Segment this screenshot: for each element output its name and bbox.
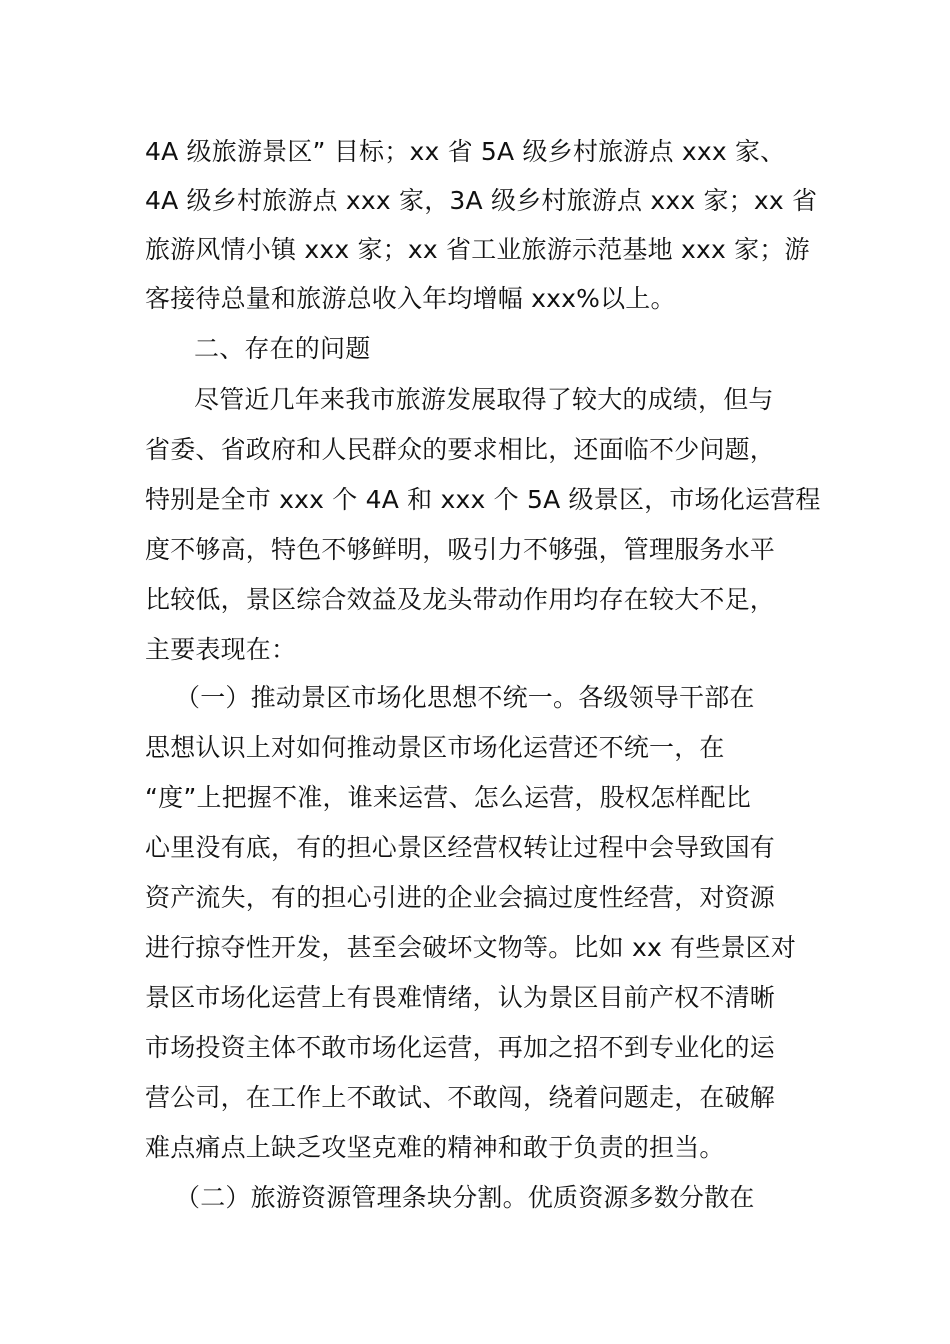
subsection-heading: （一）推动景区市场化思想不统一。各级领导干部在 [175,683,755,712]
text-line: “度”上把握不准，谁来运营、怎么运营，股权怎样配比 [145,783,751,812]
text-line: 市场投资主体不敢市场化运营，再加之招不到专业化的运 [145,1033,776,1062]
text-line: 4A 级旅游景区” 目标；xx 省 5A 级乡村旅游点 xxx 家、 [145,137,786,166]
text-line: 旅游风情小镇 xxx 家；xx 省工业旅游示范基地 xxx 家；游 [145,235,810,264]
text-line: 客接待总量和旅游总收入年均增幅 xxx%以上。 [145,284,676,313]
section-heading: 二、存在的问题 [194,334,371,363]
text-line: 难点痛点上缺乏攻坚克难的精神和敢于负责的担当。 [145,1133,725,1162]
text-line: 省委、省政府和人民群众的要求相比，还面临不少问题， [145,435,776,464]
text-line: 4A 级乡村旅游点 xxx 家，3A 级乡村旅游点 xxx 家；xx 省 [145,186,818,215]
text-line: 景区市场化运营上有畏难情绪，认为景区目前产权不清晰 [145,983,776,1012]
text-line: 特别是全市 xxx 个 4A 和 xxx 个 5A 级景区，市场化运营程 [145,485,821,514]
subsection-heading: （二）旅游资源管理条块分割。优质资源多数分散在 [175,1183,755,1212]
text-line: 心里没有底，有的担心景区经营权转让过程中会导致国有 [145,833,776,862]
text-line: 思想认识上对如何推动景区市场化运营还不统一，在 [145,733,725,762]
text-line: 比较低，景区综合效益及龙头带动作用均存在较大不足， [145,585,776,614]
text-line: 进行掠夺性开发，甚至会破坏文物等。比如 xx 有些景区对 [145,933,797,962]
text-line: 主要表现在： [145,635,297,664]
text-line: 度不够高，特色不够鲜明，吸引力不够强，管理服务水平 [145,535,776,564]
text-line: 营公司，在工作上不敢试、不敢闯，绕着问题走，在破解 [145,1083,776,1112]
text-line: 尽管近几年来我市旅游发展取得了较大的成绩，但与 [194,385,774,414]
text-line: 资产流失，有的担心引进的企业会搞过度性经营，对资源 [145,883,776,912]
